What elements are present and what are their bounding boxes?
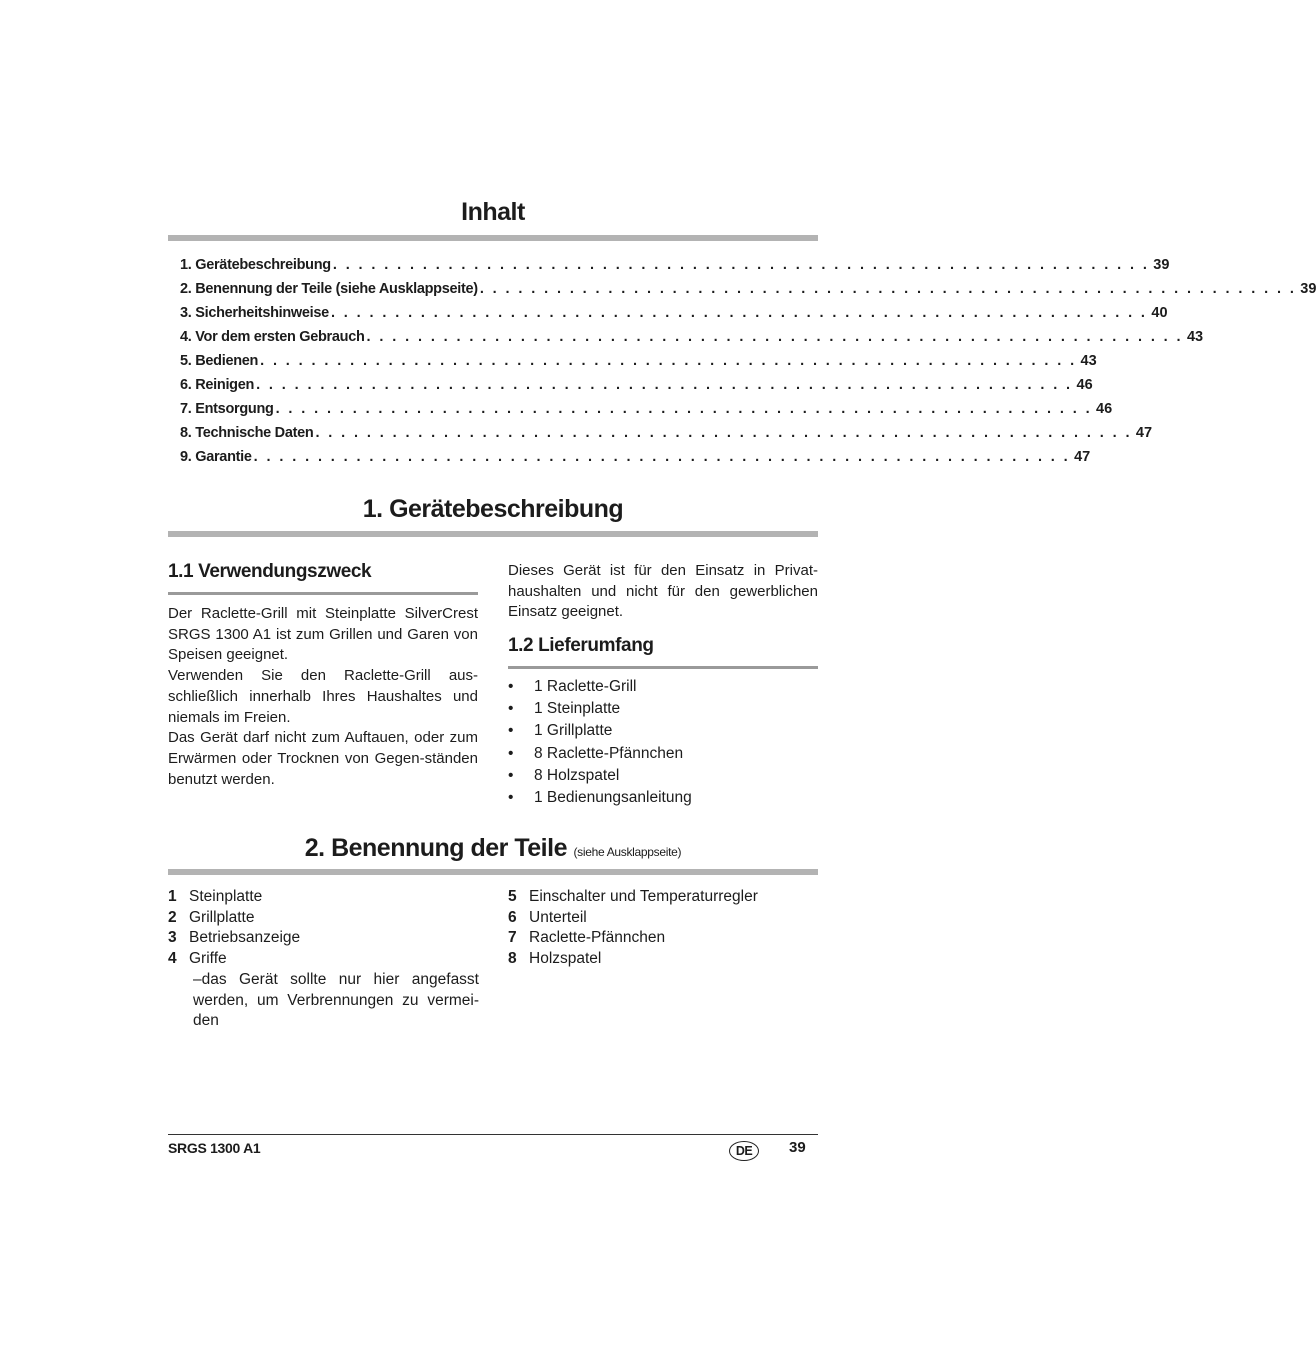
toc-entry-label: 6. Reinigen (180, 377, 255, 393)
toc-entry-page: 47 (1135, 425, 1153, 441)
toc-entry-label: 3. Sicherheitshinweise (180, 305, 329, 321)
toc-entry-label: 1. Gerätebeschreibung (180, 257, 331, 273)
bullet-icon: • (508, 766, 514, 784)
toc-entry[interactable] (180, 305, 1168, 329)
part-number: 6 (508, 908, 517, 926)
delivery-list (508, 678, 692, 811)
part-label: Holzspatel (529, 949, 602, 967)
toc-leader-dots: . . . . . . . . . . . . . . . . . . . . . . . . . . . . . . . . . . . . . . . . . . . . . . . . . . . . . . . . . . . . . . . . (315, 425, 1132, 441)
part-item (508, 929, 818, 950)
bullet-icon: • (508, 678, 514, 695)
part-item (508, 888, 818, 909)
list-item (508, 700, 692, 722)
toc-entry[interactable] (180, 353, 1097, 377)
part-number: 8 (508, 949, 517, 967)
part-item (508, 950, 818, 971)
list-item (508, 678, 692, 700)
part-note: –das Gerät sollte nur hier angefasst werden, um Verbrennungen zu vermei-den (193, 971, 479, 1029)
delivery-heading: 1.2 Lieferumfang (508, 635, 654, 656)
bullet-icon: • (508, 788, 514, 806)
toc-entry-label: 9. Garantie (180, 449, 252, 465)
part-number: 3 (168, 929, 177, 946)
section1-title: 1. Gerätebeschreibung (362, 495, 624, 523)
toc-title: Inhalt (461, 198, 525, 226)
section2-title-note: (siehe Ausklappseite) (573, 845, 682, 859)
usage-heading-rule (168, 592, 478, 595)
toc-entry[interactable] (180, 257, 1170, 281)
part-item (508, 909, 818, 930)
section2-title-text: 2. Benennung der Teile (304, 834, 567, 862)
bullet-icon: • (508, 700, 514, 718)
toc-entry[interactable] (180, 449, 1091, 473)
part-label: Einschalter und Temperaturregler (529, 888, 758, 905)
toc-entry-label: 2. Benennung der Teile (siehe Ausklappseite) (180, 281, 478, 297)
usage-paragraph: Dieses Gerät ist für den Einsatz in Privat-haushalten und nicht für den gewerblichen Einsatz geeignet. (508, 562, 818, 621)
list-item (508, 789, 692, 811)
footer-model: SRGS 1300 A1 (168, 1140, 261, 1156)
part-item (168, 929, 478, 950)
section1-title-rule (168, 531, 818, 537)
usage-text (168, 604, 478, 790)
table-of-contents (180, 257, 1316, 473)
parts-list-left (168, 888, 478, 1032)
toc-entry-page: 46 (1076, 377, 1093, 393)
page-number: 39 (789, 1139, 806, 1156)
usage-paragraph: Das Gerät darf nicht zum Auftauen, oder zum Erwärmen oder Trocknen von Gegen-ständen benutzt werden. (168, 729, 478, 788)
list-item (508, 767, 692, 789)
part-label: Griffe (189, 949, 227, 967)
language-badge: DE (729, 1141, 759, 1161)
bullet-icon: • (508, 744, 514, 762)
toc-entry[interactable] (180, 401, 1113, 425)
toc-entry[interactable] (180, 281, 1316, 305)
usage-continued-text (508, 561, 818, 623)
part-label: Grillplatte (189, 908, 255, 926)
toc-leader-dots: . . . . . . . . . . . . . . . . . . . . . . . . . . . . . . . . . . . . . . . . . . . . . . . . . . . . . . . . . . . . . . . . (275, 401, 1093, 417)
usage-paragraph: Verwenden Sie den Raclette-Grill aus-schließlich innerhalb Ihres Haushaltes und niemals im Freien. (168, 667, 478, 726)
part-label: Raclette-Pfännchen (529, 929, 666, 946)
toc-entry-page: 43 (1080, 353, 1097, 369)
list-item-label: 1 Grillplatte (534, 722, 613, 740)
part-label: Betriebsanzeige (189, 929, 301, 946)
list-item (508, 722, 692, 744)
part-label: Steinplatte (189, 888, 263, 905)
toc-entry[interactable] (180, 329, 1204, 353)
part-item (168, 950, 478, 971)
usage-paragraph: Der Raclette-Grill mit Steinplatte SilverCrest SRGS 1300 A1 ist zum Grillen und Garen von Speisen geeignet. (168, 605, 478, 664)
toc-leader-dots: . . . . . . . . . . . . . . . . . . . . . . . . . . . . . . . . . . . . . . . . . . . . . . . . . . . . . . . . . . . . . . . . (330, 305, 1148, 321)
part-item (168, 888, 478, 909)
part-number: 5 (508, 888, 517, 905)
bullet-icon: • (508, 722, 514, 740)
toc-entry-page: 39 (1153, 257, 1170, 273)
toc-entry-page: 39 (1300, 281, 1316, 297)
toc-entry-page: 46 (1096, 401, 1113, 417)
toc-leader-dots: . . . . . . . . . . . . . . . . . . . . . . . . . . . . . . . . . . . . . . . . . . . . . . . . . . . . . . . . . . . . . . . . (253, 449, 1071, 465)
list-item-label: 1 Bedienungsanleitung (534, 788, 692, 806)
list-item-label: 1 Steinplatte (534, 700, 621, 718)
list-item-label: 1 Raclette-Grill (534, 678, 637, 695)
toc-entry-page: 40 (1151, 305, 1168, 321)
toc-entry-label: 5. Bedienen (180, 353, 259, 369)
delivery-heading-rule (508, 666, 818, 669)
part-number: 4 (168, 949, 177, 967)
list-item-label: 8 Holzspatel (534, 766, 620, 784)
toc-entry[interactable] (180, 377, 1093, 401)
toc-entry[interactable] (180, 425, 1153, 449)
part-item (168, 909, 478, 930)
toc-entry-label: 4. Vor dem ersten Gebrauch (180, 329, 365, 345)
list-item (508, 745, 692, 767)
footer-rule (168, 1134, 818, 1135)
list-item-label: 8 Raclette-Pfännchen (534, 744, 684, 762)
toc-title-rule (168, 235, 818, 241)
part-label: Unterteil (529, 908, 587, 926)
usage-heading: 1.1 Verwendungszweck (168, 561, 372, 582)
toc-leader-dots: . . . . . . . . . . . . . . . . . . . . . . . . . . . . . . . . . . . . . . . . . . . . . . . . . . . . . . . . . . . . . . . . (260, 353, 1077, 369)
part-number: 2 (168, 908, 177, 926)
toc-leader-dots: . . . . . . . . . . . . . . . . . . . . . . . . . . . . . . . . . . . . . . . . . . . . . . . . . . . . . . . . . . . . . . . . (366, 329, 1183, 345)
toc-entry-label: 8. Technische Daten (180, 425, 314, 441)
toc-leader-dots: . . . . . . . . . . . . . . . . . . . . . . . . . . . . . . . . . . . . . . . . . . . . . . . . . . . . . . . . . . . . . . . . (479, 281, 1297, 297)
part-number: 7 (508, 929, 517, 946)
toc-leader-dots: . . . . . . . . . . . . . . . . . . . . . . . . . . . . . . . . . . . . . . . . . . . . . . . . . . . . . . . . . . . . . . . . (332, 257, 1150, 273)
toc-entry-label: 7. Entsorgung (180, 401, 274, 417)
toc-entry-page: 43 (1186, 329, 1204, 345)
toc-leader-dots: . . . . . . . . . . . . . . . . . . . . . . . . . . . . . . . . . . . . . . . . . . . . . . . . . . . . . . . . . . . . . . . . (256, 377, 1073, 393)
section2-title-rule (168, 869, 818, 875)
toc-entry-page: 47 (1074, 449, 1091, 465)
part-number: 1 (168, 888, 177, 905)
section2-title (0, 834, 986, 863)
parts-list-right (508, 888, 818, 970)
